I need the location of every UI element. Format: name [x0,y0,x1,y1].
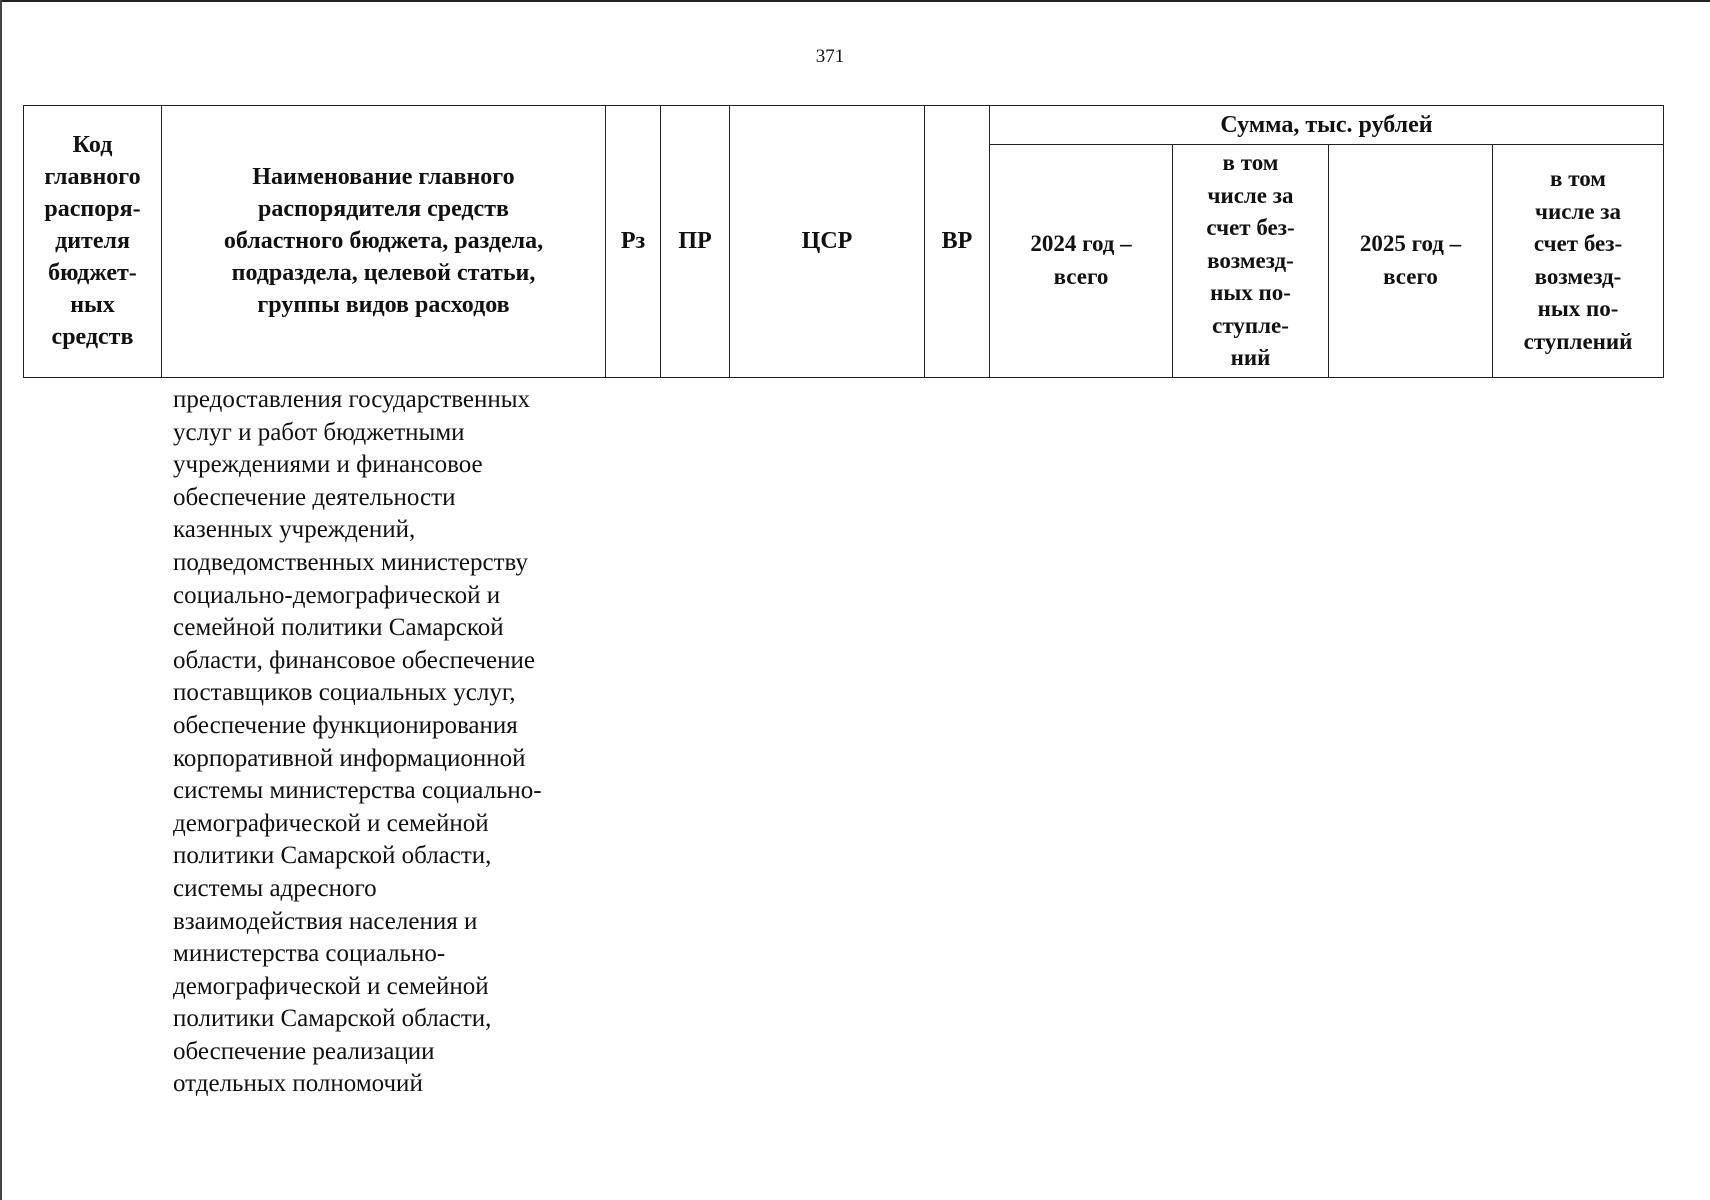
description-line: учреждениями и финансовое [173,451,483,479]
description-line: демографической и семейной [173,809,489,837]
header-code-line: Код [72,132,113,159]
header-2025-grants-line: числе за [1534,198,1622,224]
header-csr-cell: ЦСР [730,106,925,378]
header-2024-total-cell [990,145,1173,378]
header-pr-cell: ПР [661,106,730,378]
description-line: обеспечение реализации [173,1037,435,1065]
description-line: взаимодействия населения и [173,907,478,935]
header-2024-total-line: всего [1053,263,1109,289]
expense-item-description [173,384,593,1101]
description-line: обеспечение деятельности [173,483,456,511]
header-2024-grants-line: ний [1230,345,1271,370]
description-line: социально-демографической и [173,581,501,609]
header-vr-cell: ВР [925,106,990,378]
header-2024-grants-line: в том [1222,150,1279,175]
header-code-line: средств [51,324,134,351]
description-line: политики Самарской области, [173,842,492,870]
header-code-line: распоря- [44,196,141,223]
description-line: корпоративной информационной [173,744,526,772]
header-2025-grants-line: ступлений [1523,328,1633,354]
description-line: обеспечение функционирования [173,711,518,739]
page-left-border [0,0,2,1200]
header-2025-grants-cell [1493,145,1664,378]
description-line: системы адресного [173,874,377,902]
description-line: подведомственных министерству [173,548,528,576]
header-2025-grants-line: счет без- [1533,231,1623,257]
header-code-cell [24,106,162,378]
header-name-line: подраздела, целевой статьи, [231,260,536,287]
header-2024-grants-line: ных по- [1210,280,1291,305]
page-number: 371 [815,46,845,67]
header-2024-total-line: 2024 год – [1030,231,1132,257]
budget-table-header [23,105,1664,378]
header-2025-grants-line: возмезд- [1534,263,1622,289]
description-line: поставщиков социальных услуг, [173,679,516,707]
header-code-line: ных [70,292,115,319]
description-line: услуг и работ бюджетными [173,418,465,446]
header-code-line: бюджет- [48,260,137,287]
header-2025-total-cell [1329,145,1493,378]
header-2024-grants-line: числе за [1207,182,1294,208]
description-line: предоставления государственных [173,386,531,413]
header-2024-grants-line: ступле- [1212,312,1289,338]
description-line: министерства социально- [173,940,446,968]
description-line: политики Самарской области, [173,1005,492,1033]
header-2025-total-line: 2025 год – [1359,231,1462,257]
header-2024-grants-cell [1173,145,1329,378]
description-line: системы министерства социально- [173,777,542,805]
description-line: семейной политики Самарской [173,614,504,642]
header-name-line: группы видов расходов [257,292,510,319]
header-code-line: главного [44,164,141,191]
header-sum-title: Сумма, тыс. рублей [990,106,1664,145]
description-line: отдельных полномочий [173,1070,423,1098]
header-2025-grants-line: в том [1550,166,1606,192]
header-rz-cell: Рз [606,106,661,378]
header-2025-grants-line: ных по- [1537,296,1619,322]
header-2024-grants-line: счет без- [1206,215,1295,240]
header-name-cell [162,106,606,378]
header-name-line: областного бюджета, раздела, [223,228,544,255]
header-2025-total-line: всего [1383,263,1438,289]
page-top-border [0,0,1710,2]
header-2024-grants-line: возмезд- [1207,247,1294,273]
header-name-line: распорядителя средств [258,196,509,223]
header-code-line: дителя [55,228,130,255]
description-line: демографической и семейной [173,972,489,1000]
description-line: области, финансовое обеспечение [173,646,535,674]
header-name-line: Наименование главного [252,164,515,191]
description-line: казенных учреждений, [173,516,416,544]
